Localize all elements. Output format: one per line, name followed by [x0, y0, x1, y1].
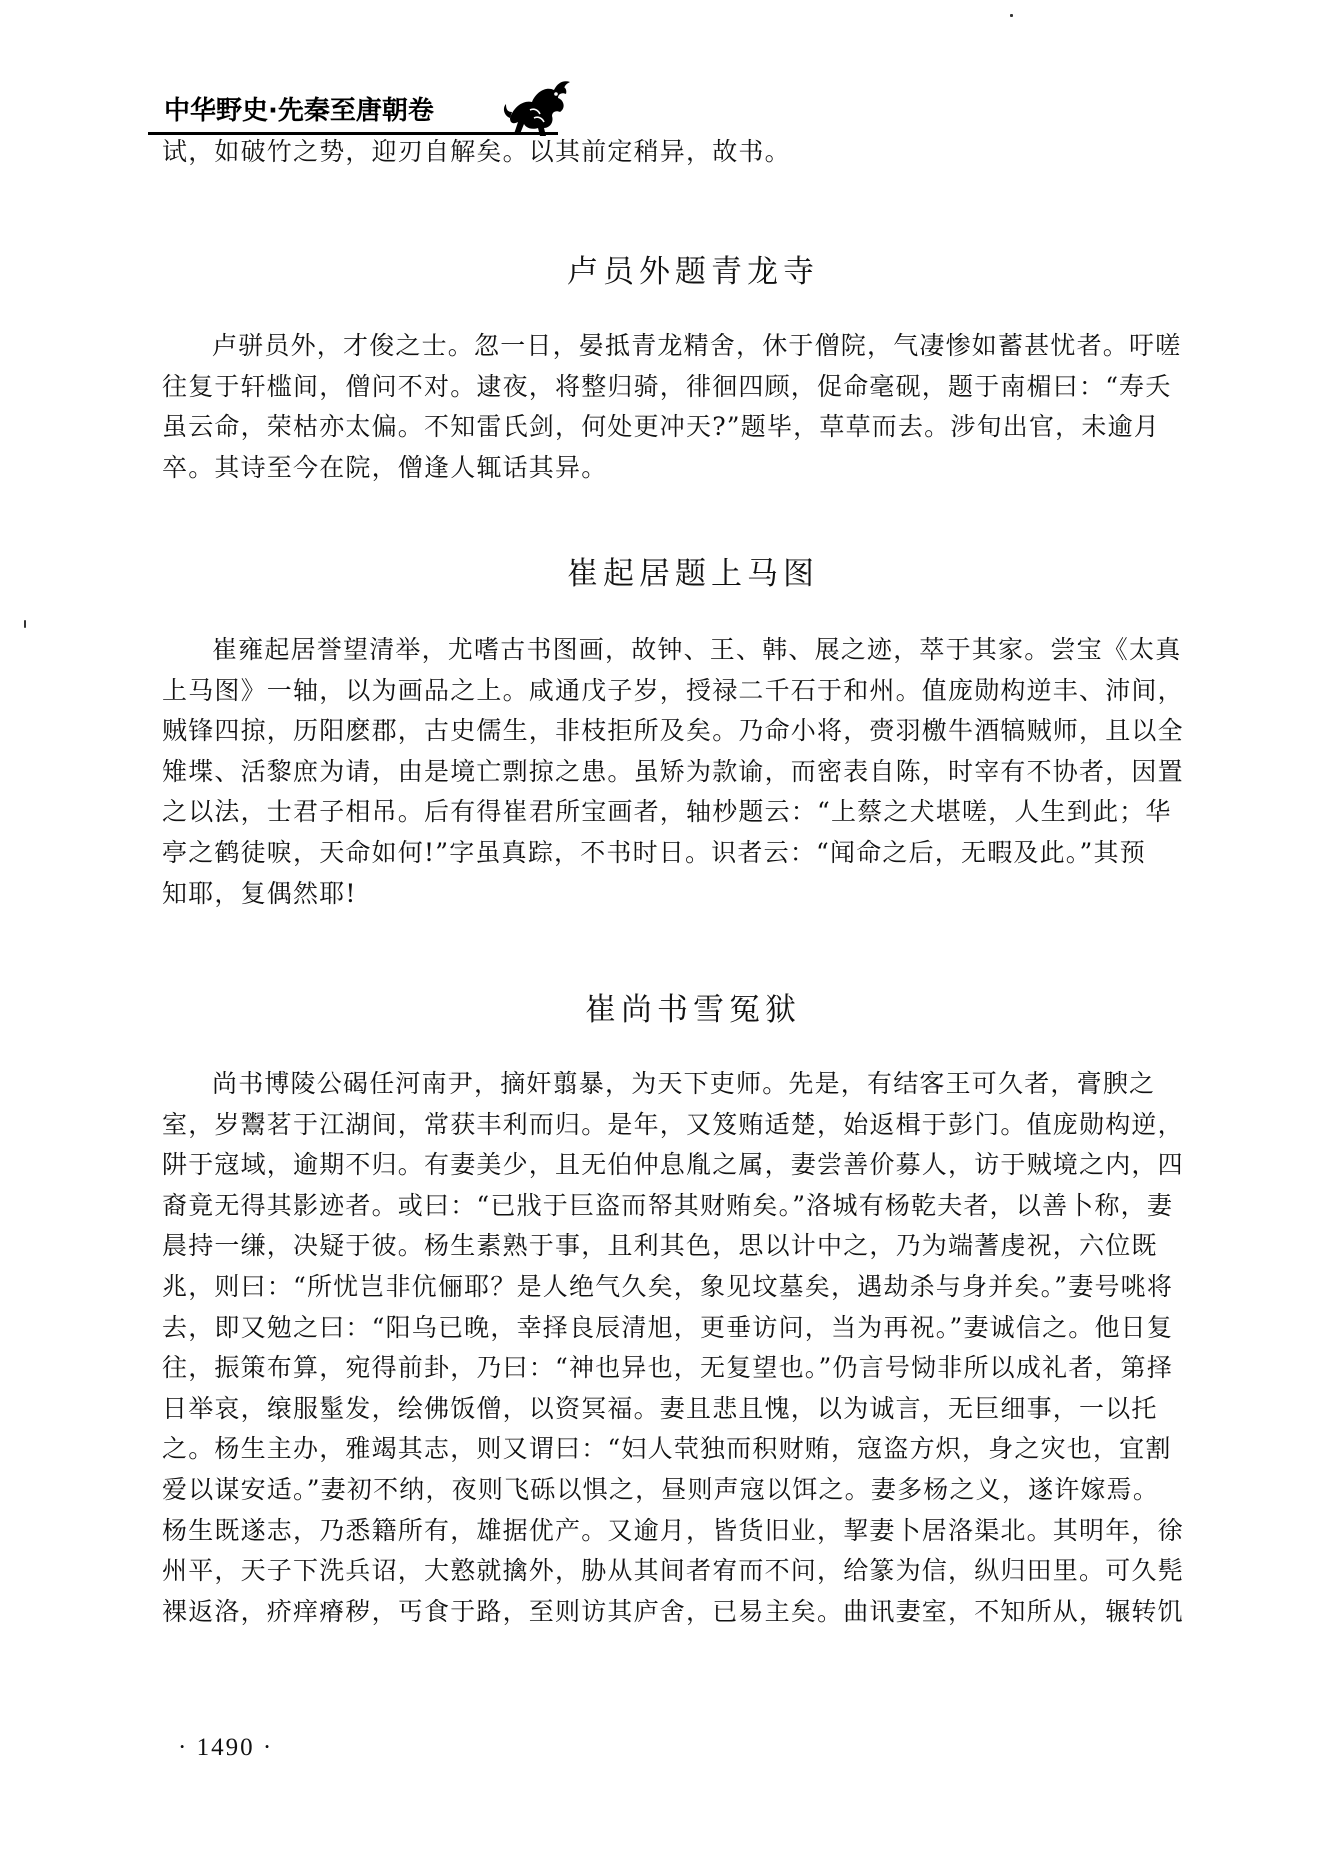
section-title: 卢员外题青龙寺: [567, 254, 819, 290]
text-line: 贼锋四掠，历阳麽郡，古史儒生，非枝拒所及矣。乃命小将，赍羽檄牛酒犒贼师，且以全: [162, 716, 1184, 746]
text-line: 尚书博陵公碣任河南尹，摘奸翦暴，为天下吏师。先是，有结客王可久者，膏腴之: [212, 1069, 1156, 1098]
section-paragraph: [162, 1064, 1224, 1632]
text-line: 崔雍起居誉望清举，尤嗜古书图画，故钟、王、韩、展之迹，萃于其家。尝宝《太真: [212, 635, 1182, 664]
text-line: 室，岁鬻茗于江湖间，常获丰利而归。是年，又笈贿适楚，始返楫于彭门。值庞勋构逆，: [162, 1109, 1184, 1139]
section-title: 崔起居题上马图: [567, 556, 819, 592]
text-line: 裔竟无得其影迹者。或曰：“已戕于巨盗而帑其财贿矣。”洛城有杨乾夫者，以善卜称，妻: [162, 1190, 1174, 1220]
text-line: 晨持一缣，决疑于彼。杨生素熟于事，且利其色，思以计中之，乃为端蓍虔祝，六位既: [162, 1231, 1158, 1261]
book-title: 中华野史·先秦至唐朝卷: [164, 96, 434, 126]
text-line: 试，如破竹之势，迎刃自解矣。以其前定稍异，故书。: [162, 137, 791, 166]
text-line: 兆，则曰：“所忧岂非伉俪耶？是人绝气久矣，象见坟墓矣，遇劫杀与身并矣。”妻号咷将: [162, 1271, 1174, 1301]
text-line: 亭之鹤徒唳，天命如何!”字虽真踪，不书时日。识者云：“闻命之后，无暇及此。”其预: [162, 837, 1146, 867]
text-line: 杨生既遂志，乃悉籍所有，雄据优产。又逾月，皆货旧业，挈妻卜居洛渠北。其明年，徐: [162, 1515, 1184, 1545]
text-line: 往复于轩槛间，僧问不对。逮夜，将整归骑，徘徊四顾，促命毫砚，题于南楣曰：“寿夭: [162, 371, 1172, 401]
text-line: 虽云命，荣枯亦太偏。不知雷氏剑，何处更冲天?”题毕，草草而去。涉旬出官，未逾月: [162, 412, 1160, 442]
text-line: 卒。其诗至今在院，僧逢人辄话其异。: [162, 452, 608, 482]
text-line: 之以法，士君子相吊。后有得崔君所宝画者，轴杪题云：“上蔡之犬堪嗟，人生到此；华: [162, 797, 1172, 827]
text-line: 州平，天子下洗兵诏，大憝就擒外，胁从其间者宥而不问，给篆为信，纵归田里。可久髡: [162, 1556, 1184, 1586]
page-number: · 1490 ·: [178, 1734, 274, 1761]
text-line: 阱于寇域，逾期不归。有妻美少，且无伯仲息胤之属，妻尝善价募人，访于贼境之内，四: [162, 1150, 1184, 1180]
text-line: 之。杨生主办，雅竭其志，则又谓曰：“妇人茕独而积财贿，寇盗方炽，身之灾也，宜割: [162, 1434, 1172, 1464]
scan-speck: [1010, 14, 1013, 17]
text-line: 上马图》一轴，以为画品之上。咸通戊子岁，授禄二千石于和州。值庞勋构逆丰、沛间，: [162, 675, 1184, 705]
text-line: 裸返洛，疥痒瘠秽，丐食于路，至则访其庐舍，已易主矣。曲讯妻室，不知所从，辗转饥: [162, 1596, 1184, 1626]
text-line: 往，振策布算，宛得前卦，乃曰：“神也异也，无复望也。”仍言号恸非所以成礼者，第择: [162, 1353, 1174, 1383]
section-paragraph: [162, 630, 1224, 914]
text-line: 知耶，复偶然耶!: [162, 878, 357, 908]
text-line: 雉堞、活黎庶为请，由是境亡剽掠之患。虽矫为款谕，而密表自陈，时宰有不协者，因置: [162, 756, 1184, 786]
section-paragraph: [162, 326, 1224, 488]
running-header: [148, 82, 568, 138]
text-line: 去，即又勉之曰：“阳乌已晚，幸择良辰清旭，更垂访问，当为再祝。”妻诚信之。他日复: [162, 1312, 1174, 1342]
section-title: 崔尚书雪冤狱: [585, 992, 801, 1028]
scan-speck: [24, 620, 26, 628]
text-line: 日举哀，缞服髽发，绘佛饭僧，以资冥福。妻且悲且愧，以为诚言，无巨细事，一以托: [162, 1393, 1158, 1423]
continuation-paragraph: [162, 132, 1224, 173]
text-line: 爱以谋安适。”妻初不纳，夜则飞砾以惧之，昼则声寇以饵之。妻多杨之义，遂许嫁焉。: [162, 1474, 1160, 1504]
text-line: 卢骈员外，才俊之士。忽一日，晏抵青龙精舍，休于僧院，气凄惨如蓄甚忧者。吁嗟: [212, 331, 1182, 360]
